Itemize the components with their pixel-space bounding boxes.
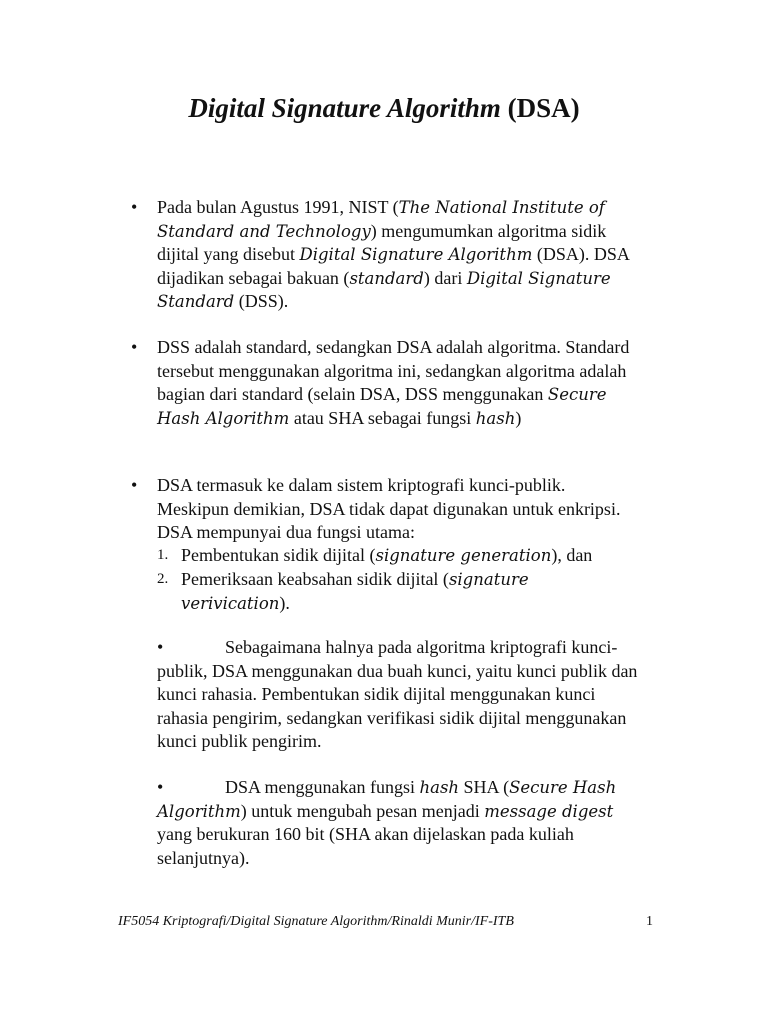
p2-text-d: hash: [475, 408, 516, 428]
list-item-2-text-c: ).: [279, 592, 290, 613]
p2-text-c: atau SHA sebagai fungsi: [289, 407, 476, 428]
paragraph-4: [157, 636, 647, 754]
p2-text-e: ): [515, 407, 522, 428]
list-item-1-text-c: ), dan: [551, 545, 593, 565]
title-normal: (DSA): [500, 93, 580, 123]
p5-text-g: yang berukuran 160 bit (SHA akan dijelaskan pada kuliah selanjutnya).: [157, 824, 574, 868]
p1-text-e: (DSA). DSA dijadikan sebagai bakuan (: [157, 244, 629, 288]
bullet-4: •: [157, 637, 164, 657]
paragraph-3: [157, 474, 627, 545]
p1-text-c: ) mengumumkan algoritma sidik dijital yang disebut: [157, 220, 607, 264]
p5-text-b: hash: [419, 778, 460, 797]
p1-text-b: The National Institute of Standard and Technology: [157, 198, 605, 241]
bullet-5: •: [157, 777, 164, 797]
bullet-2: •: [131, 337, 138, 357]
list-item-2-text-b: signature verivication: [181, 570, 529, 613]
p3-text-a: DSA termasuk ke dalam sistem kriptografi kunci-publik. Meskipun demikian, DSA tidak dapat digunakan untuk enkripsi. DSA mempunyai dua fungsi utama:: [157, 475, 621, 542]
paragraph-5: [157, 776, 647, 870]
page-title: [0, 91, 768, 125]
p1-text-f: standard: [349, 268, 424, 288]
p5-text-a: DSA menggunakan fungsi: [225, 777, 420, 797]
p1-text-d: Digital Signature Algorithm: [299, 245, 533, 264]
page-number: 1: [646, 914, 653, 929]
p1-text-h: Digital Signature Standard: [157, 268, 611, 311]
p5-text-d: Secure Hash Algorithm: [157, 778, 617, 821]
p1-text-g: ) dari: [423, 267, 467, 288]
list-item-1-text-b: signature generation: [375, 546, 552, 565]
list-item-1-number: 1.: [157, 547, 169, 563]
title-italic: Digital Signature Algorithm: [188, 93, 501, 123]
list-item-2-text-a: Pemeriksaan keabsahan sidik dijital (: [181, 569, 449, 589]
p1-text-a: Pada bulan Agustus 1991, NIST (: [157, 197, 399, 217]
paragraph-1: [157, 196, 647, 314]
p2-text-a: DSS adalah standard, sedangkan DSA adalah algoritma. Standard tersebut menggunakan algoritma ini, sedangkan algoritma adalah bagian dari standard (selain DSA, DSS menggunakan: [157, 337, 630, 404]
paragraph-2: [157, 336, 652, 430]
bullet-1: •: [131, 197, 138, 217]
p2-text-b: Secure Hash Algorithm: [157, 385, 607, 428]
p5-text-f: message digest: [484, 801, 614, 821]
p5-text-c: SHA (: [459, 777, 510, 797]
list-item-1-text-a: Pembentukan sidik dijital (: [181, 545, 376, 565]
page-footer: IF5054 Kriptografi/Digital Signature Algorithm/Rinaldi Munir/IF-ITB: [118, 914, 514, 929]
list-item-2-number: 2.: [157, 571, 169, 587]
bullet-3: •: [131, 475, 138, 495]
p4-text-a: Sebagaimana halnya pada algoritma kriptografi kunci-publik, DSA menggunakan dua buah kunci, yaitu kunci publik dan kunci rahasia. Pembentukan sidik dijital menggunakan kunci rahasia pengirim, sedangkan verifikasi sidik dijital menggunakan kunci publik pengirim.: [157, 637, 638, 751]
p1-text-i: (DSS).: [234, 291, 289, 311]
list-item-2: [181, 568, 571, 615]
list-item-1: [181, 544, 651, 568]
p5-text-e: ) untuk mengubah pesan menjadi: [240, 800, 485, 821]
